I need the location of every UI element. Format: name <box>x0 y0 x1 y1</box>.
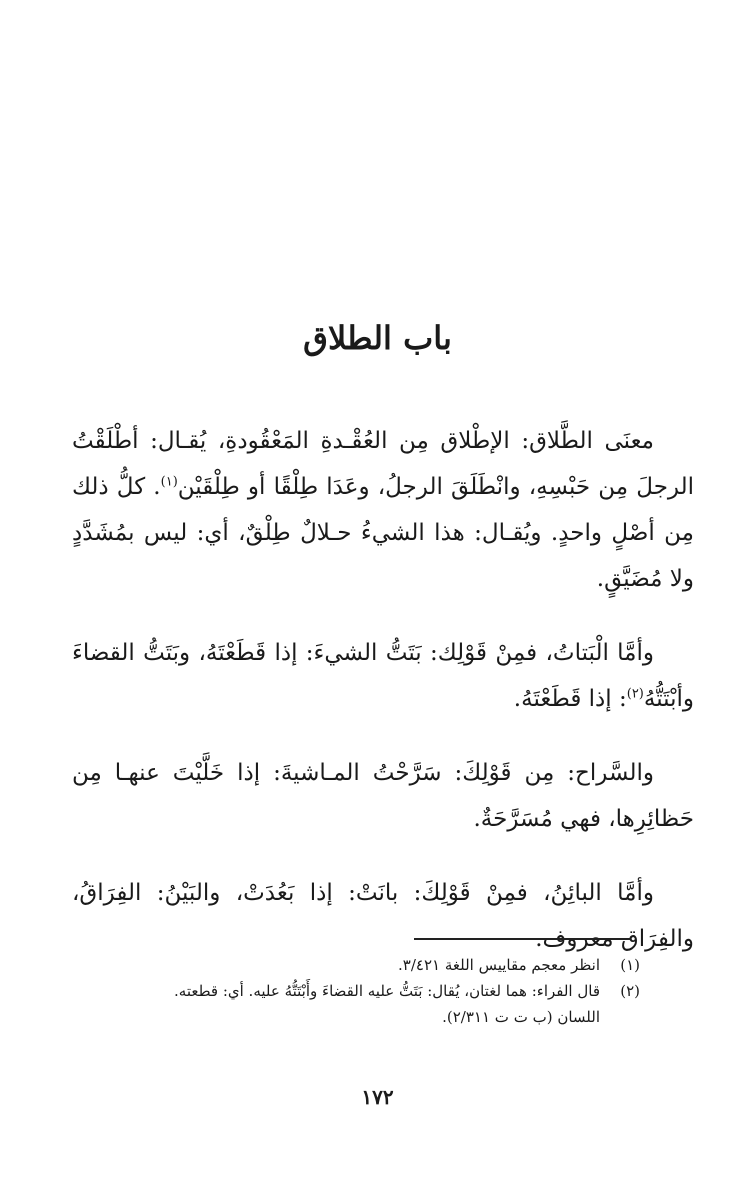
footnote-2-continuation: اللسان (ب ت ت ٢/٣١١). <box>442 1008 600 1026</box>
chapter-title: باب الطلاق <box>303 319 452 357</box>
footnote-number: (٢) <box>620 982 640 1000</box>
footnote-text: قال الفراء: هما لغتان، يُقال: بَتَتُّ عليه القضاءَ وأَبْتَتُّهُ عليه. أي: قطعته. <box>174 982 600 1000</box>
footnote-ref[interactable]: (٢) <box>626 686 644 702</box>
paragraph-text: وأمَّا البائِنُ، فمِنْ قَوْلِكَ: بانَتْ: إذا بَعُدَتْ، والبَيْنُ: الفِرَاقُ، والفِرَاق معروف. <box>72 880 694 952</box>
footnote-ref[interactable]: (١) <box>160 474 178 490</box>
footnote-2 <box>110 978 640 1004</box>
paragraph-sarah <box>72 750 694 842</box>
main-text <box>72 418 694 990</box>
footnote-1 <box>110 952 640 978</box>
footnote-text: انظر معجم مقاييس اللغة ٣/٤٢١. <box>398 956 600 974</box>
paragraph-bain <box>72 870 694 962</box>
footnote-number: (١) <box>620 956 640 974</box>
paragraph-text: : إذا قَطَعْتَهُ. <box>513 686 627 712</box>
footnotes <box>110 952 640 1030</box>
paragraph-text: معنَى الطَّلاق: الإطْلاق مِن العُقْـدةِ المَعْقُودةِ، يُقـال: أطْلَقْتُ الرجلَ مِن حَبْسِهِ، وانْطَلَقَ الرجلُ، وعَدَا طِلْقًا أو طِلْقَيْن <box>72 428 695 500</box>
paragraph-batat <box>72 630 694 722</box>
paragraph-text: والسَّراح: مِن قَوْلِكَ: سَرَّحْتُ المـاشيةَ: إذا خَلَّيْتَ عنهـا مِن حَظائِرِها، فهي مُسَرَّحَةٌ. <box>72 760 694 832</box>
page-number: ١٧٢ <box>361 1085 394 1109</box>
paragraph-talaq <box>72 418 694 602</box>
paragraph-text: وأمَّا الْبَتاتُ، فمِنْ قَوْلِك: بَتَتُّ الشيءَ: إذا قَطَعْتَهُ، وبَتَتُّ القضاءَ وأبْتَتُّهُ <box>72 640 694 712</box>
footnote-divider <box>414 938 630 940</box>
paragraph-text: . كلُّ ذلك مِن أصْلٍ واحدٍ. ويُقـال: هذا الشيءُ حـلالٌ طِلْقٌ، أي: ليس بمُشَدَّدٍ ولا مُضَيَّقٍ. <box>72 474 694 592</box>
